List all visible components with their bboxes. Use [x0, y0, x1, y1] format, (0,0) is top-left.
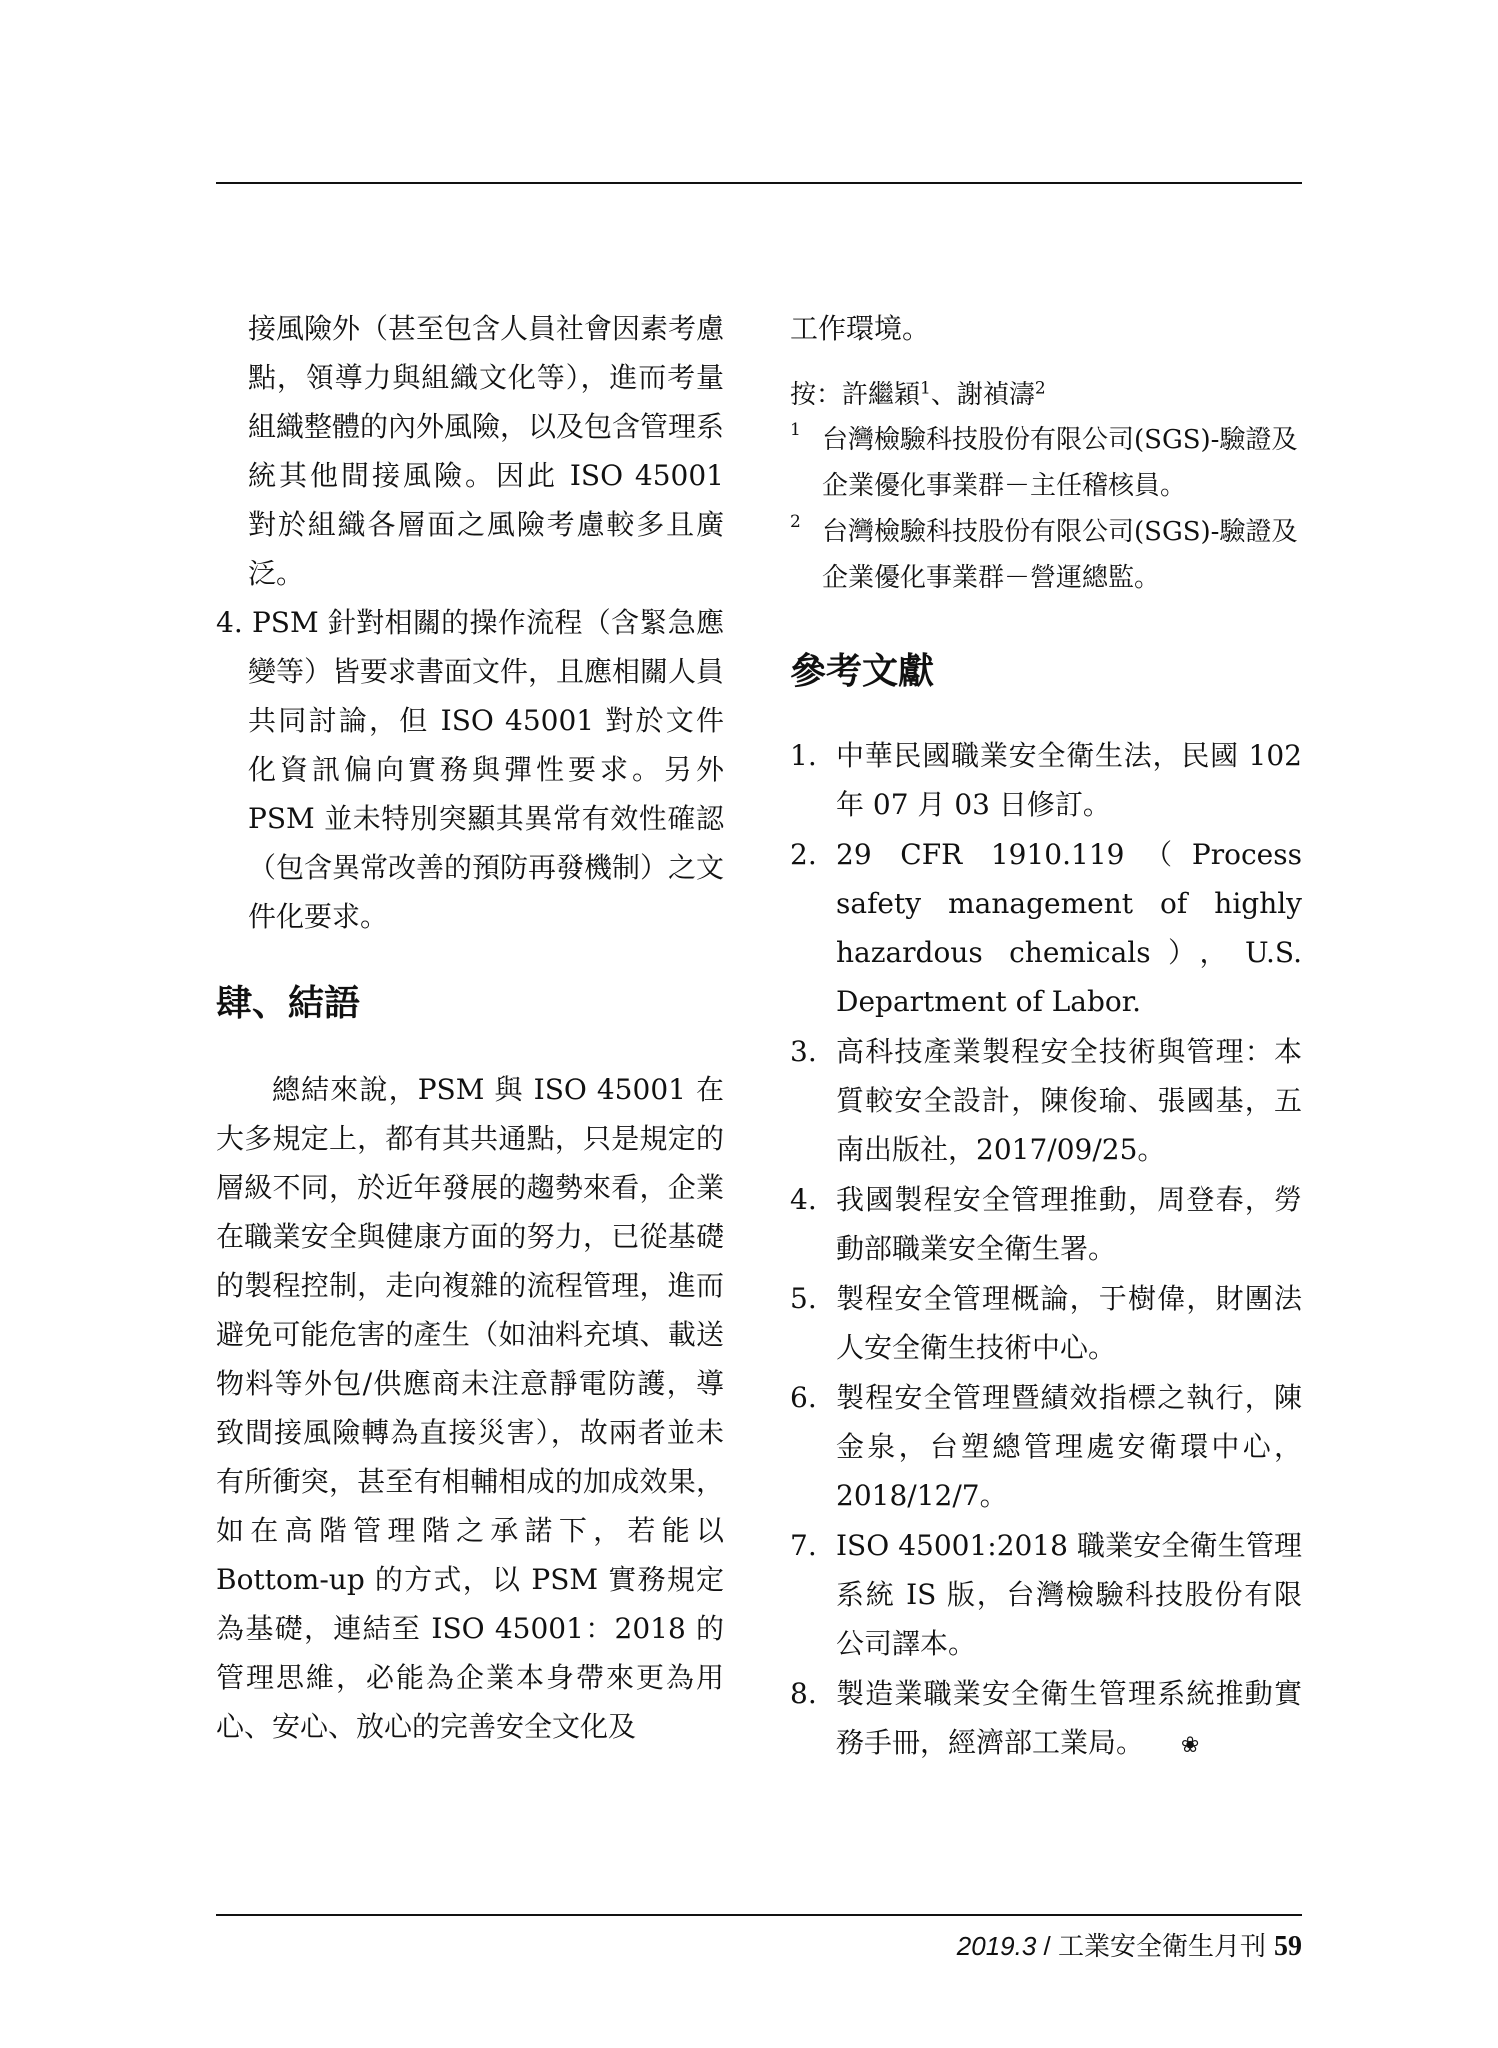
- reference-item-8: [790, 1669, 1302, 1770]
- footnote-2: [790, 509, 1302, 601]
- reference-item-7: [790, 1521, 1302, 1668]
- author-byline: [790, 373, 1302, 417]
- bottom-rule: [216, 1914, 1302, 1916]
- section-title-references: 參考文獻: [790, 651, 935, 692]
- list-item-4: [216, 598, 724, 941]
- author-1: 許繼穎: [842, 380, 921, 410]
- footnote-1-text: 台灣檢驗科技股份有限公司(SGS)-驗證及企業優化事業群－主任稽核員。: [822, 425, 1298, 501]
- footnote-2-mark: 2: [790, 512, 801, 532]
- reference-number: 2.: [790, 838, 817, 871]
- page-footer: [957, 1928, 1302, 1965]
- left-column: [216, 304, 724, 1751]
- right-column: [790, 304, 1302, 1771]
- reference-number: 8.: [790, 1677, 817, 1710]
- reference-item-2: [790, 830, 1302, 1026]
- reference-number: 3.: [790, 1035, 817, 1068]
- reference-text: 製程安全管理概論，于樹偉，財團法人安全衛生技術中心。: [836, 1282, 1302, 1364]
- footer-journal-name: 工業安全衛生月刊: [1057, 1931, 1266, 1961]
- article-end-icon: ❀: [1180, 1733, 1200, 1758]
- reference-text: 我國製程安全管理推動，周登春，勞動部職業安全衛生署。: [836, 1183, 1302, 1265]
- continued-paragraph: [216, 304, 724, 598]
- reference-text: 中華民國職業安全衛生法，民國 102 年 07 月 03 日修訂。: [836, 739, 1302, 821]
- page-number: 59: [1274, 1931, 1302, 1962]
- reference-item-5: [790, 1274, 1302, 1372]
- reference-number: 7.: [790, 1529, 817, 1562]
- reference-text: 高科技產業製程安全技術與管理：本質較安全設計，陳俊瑜、張國基，五南出版社，2017/09/25。: [836, 1035, 1302, 1166]
- author-1-footnote-mark: 1: [920, 378, 931, 399]
- reference-item-1: [790, 731, 1302, 829]
- author-2: 謝禎濤: [956, 380, 1035, 410]
- reference-item-6: [790, 1373, 1302, 1520]
- list-item-4-label: 4.: [216, 606, 243, 639]
- section-title-conclusion: 肆、結語: [216, 983, 361, 1024]
- byline-separator: 、: [930, 380, 957, 410]
- reference-number: 5.: [790, 1282, 817, 1315]
- conclusion-paragraph: 總結來說，PSM 與 ISO 45001 在大多規定上，都有其共通點，只是規定的層級不同，於近年發展的趨勢來看，企業在職業安全與健康方面的努力，已從基礎的製程控制，走向複雜的流程管理，進而避免可能危害的產生（如油料充填、載送物料等外包/供應商未注意靜電防護，導致間接風險轉為直接災害），故兩者並未有所衝突，甚至有相輔相成的加成效果，如在高階管理階之承諾下，若能以 Bottom-up 的方式，以 PSM 實務規定為基礎，連結至 ISO 45001：2018 的管理思維，必能為企業本身帶來更為用心、安心、放心的完善安全文化及: [216, 1073, 724, 1743]
- reference-item-4: [790, 1175, 1302, 1273]
- byline-prefix: 按：: [790, 380, 843, 410]
- reference-list: [790, 731, 1302, 1770]
- footnote-1-mark: 1: [790, 420, 801, 440]
- author-2-footnote-mark: 2: [1034, 378, 1046, 399]
- continued-text: 工作環境。: [790, 312, 931, 345]
- reference-number: 1.: [790, 739, 817, 772]
- reference-text: 29 CFR 1910.119（Process safety management of highly hazardous chemicals），U.S. Department of Labor.: [836, 838, 1302, 1018]
- top-rule: [216, 182, 1302, 184]
- footnote-1: [790, 417, 1302, 509]
- reference-text: 製造業職業安全衛生管理系統推動實務手冊，經濟部工業局。: [836, 1677, 1302, 1759]
- reference-text: 製程安全管理暨績效指標之執行，陳金泉，台塑總管理處安衛環中心，2018/12/7。: [836, 1381, 1302, 1512]
- reference-number: 6.: [790, 1381, 817, 1414]
- continued-paragraph-text: 接風險外（甚至包含人員社會因素考慮點，領導力與組織文化等），進而考量組織整體的內外風險，以及包含管理系統其他間接風險。因此 ISO 45001 對於組織各層面之風險考慮較多且廣泛。: [248, 312, 725, 590]
- footer-separator: /: [1036, 1931, 1058, 1961]
- footnote-2-text: 台灣檢驗科技股份有限公司(SGS)-驗證及企業優化事業群－營運總監。: [822, 517, 1298, 593]
- reference-item-3: [790, 1027, 1302, 1174]
- reference-text: ISO 45001:2018 職業安全衛生管理系統 IS 版，台灣檢驗科技股份有限公司譯本。: [836, 1529, 1302, 1660]
- reference-number: 4.: [790, 1183, 817, 1216]
- footer-issue: 2019.3: [956, 1931, 1037, 1961]
- list-item-4-text: PSM 針對相關的操作流程（含緊急應變等）皆要求書面文件，且應相關人員共同討論，但 ISO 45001 對於文件化資訊偏向實務與彈性要求。另外 PSM 並未特別突顯其異常有效性確認（包含異常改善的預防再發機制）之文件化要求。: [248, 606, 725, 933]
